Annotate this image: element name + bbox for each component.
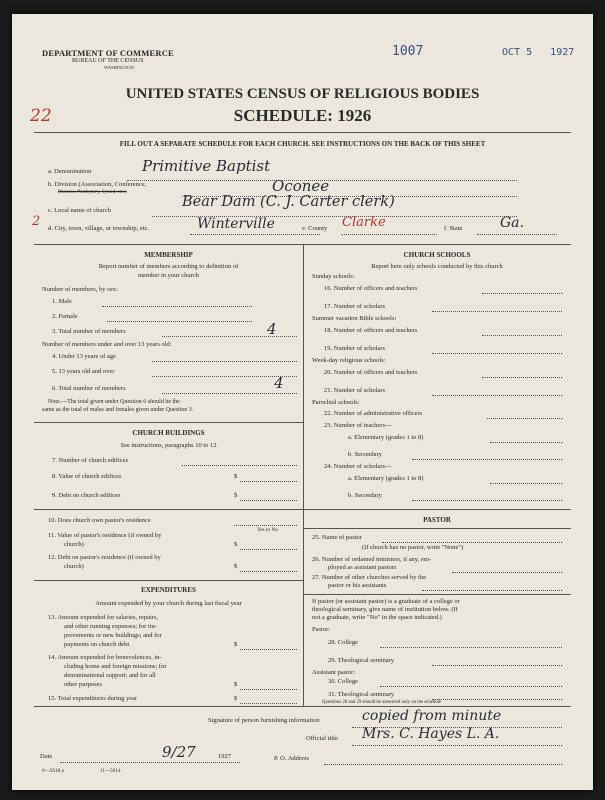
form-number: 6—5618 a [42, 768, 64, 774]
q22-label: 22. Number of administrative officers [324, 410, 423, 417]
membership-intro: Report number of members according to definition of [98, 263, 239, 270]
q27-label: 27. Number of other churches served by the [312, 574, 427, 581]
q26-label: 26. Number of ordained ministers, if any, em- [312, 556, 432, 563]
page-title: UNITED STATES CENSUS OF RELIGIOUS BODIES [125, 86, 480, 102]
q14-label3: denominational support; and for all [64, 672, 156, 679]
q23-label: 23. Number of teachers— [324, 422, 392, 429]
q10-label: 10. Does church own pastor's residence [48, 517, 151, 524]
q25-label: 25. Name of pastor [312, 534, 362, 541]
bureau-label: BUREAU OF THE CENSUS [72, 58, 144, 64]
q3-label: 3. Total number of members [52, 328, 126, 335]
q9-dollar: $ [234, 492, 238, 499]
weekday-label: Week-day religious schools: [312, 357, 386, 364]
margin-mark: 2 [32, 214, 41, 229]
q8-label: 8. Value of church edifices [52, 473, 122, 480]
denomination-value: Primitive Baptist [142, 157, 271, 175]
q3-value: 4 [267, 320, 277, 338]
pastor-heading: PASTOR [423, 516, 451, 524]
membership-heading: MEMBERSHIP [144, 251, 193, 259]
red-number: 22 [30, 106, 52, 126]
expenditures-heading: EXPENDITURES [141, 586, 196, 594]
schools-heading: CHURCH SCHOOLS [403, 251, 471, 259]
q16-label: 16. Number of officers and teachers [324, 285, 418, 292]
by-sex-label: Number of members, by sex: [42, 286, 118, 293]
page-subtitle: SCHEDULE: 1926 [233, 106, 372, 125]
q24-label: 24. Number of scholars— [324, 463, 392, 470]
q26-label2: ployed as assistant pastors [328, 564, 397, 571]
state-value: Ga. [500, 215, 524, 231]
church-name-label: c. Local name of church [48, 207, 111, 214]
q13-label2: and other running expenses; for im- [64, 623, 157, 630]
membership-note2: same as the total of males and females given under Question 3. [42, 407, 194, 413]
q8-dollar: $ [234, 473, 238, 480]
county-label: e. County [302, 225, 328, 232]
q24b-label: b. Secondary [348, 492, 382, 499]
q6-label: 6. Total number of members [52, 385, 126, 392]
q21-label: 21. Number of scholars [324, 387, 386, 394]
form-number-2: 11—5614 [100, 768, 121, 774]
q14-label4: other purposes [64, 681, 103, 688]
state-label: f. State [444, 225, 463, 232]
q14-label2: cluding home and foreign missions; for [64, 663, 167, 670]
grad-note: If pastor (or assistant pastor) is a graduate of a college or [312, 598, 460, 605]
city-label-field: d. City, town, village, or township, etc. [48, 225, 150, 232]
age-intro: Number of members under and over 13 years old: [42, 341, 172, 348]
division-sublabel: Diocese, Presbytery, Synod, etc.) [58, 189, 127, 195]
q17-label: 17. Number of scholars [324, 303, 386, 310]
q14-label: 14. Amount expended for benevolences, in- [48, 654, 162, 661]
official-title-label: Official title [306, 735, 338, 742]
q13-label3: provements or new buildings; and for [64, 632, 162, 639]
q13-dollar: $ [234, 641, 238, 648]
grad-note3: not a graduate, write "No" in the space indicated.) [312, 614, 442, 621]
official-title-value: Mrs. C. Hayes L. A. [362, 726, 500, 742]
q30-label: 30. College [328, 678, 358, 685]
q14-dollar: $ [234, 681, 238, 688]
q29-label: 29. Theological seminary [328, 657, 395, 664]
census-schedule-sheet [12, 14, 593, 790]
q5-label: 5. 13 years old and over [52, 368, 115, 375]
pastor-sub-label: Pastor: [312, 626, 331, 633]
asst-pastor-label: Assistant pastor: [312, 669, 356, 676]
church-name-value: Bear Dam (C. J. Carter clerk) [182, 194, 395, 210]
grad-note2: theological seminary, give name of institution below. (If [312, 606, 458, 613]
q25-sub: (If church has no pastor, write "None") [362, 544, 464, 551]
q28-label: 28. College [328, 639, 358, 646]
q19-label: 19. Number of scholars [324, 345, 386, 352]
stamp-number: 1007 [392, 44, 424, 59]
instruction-line: FILL OUT A SEPARATE SCHEDULE FOR EACH CHURCH. SEE INSTRUCTIONS ON THE BACK OF THIS SHEET [119, 140, 486, 148]
denomination-label: a. Denomination [48, 168, 92, 175]
signature-label: Signature of person furnishing information [208, 717, 320, 724]
q1-label: 1. Male [52, 298, 72, 305]
q12-dollar: $ [234, 563, 238, 570]
q15-label: 15. Total expenditures during year [48, 695, 138, 702]
q7-label: 7. Number of church edifices [52, 457, 128, 464]
buildings-heading: CHURCH BUILDINGS [132, 429, 205, 437]
q24a-label: a. Elementary (grades 1 to 8) [348, 475, 424, 482]
city-value: Winterville [197, 216, 275, 232]
q6-value: 4 [274, 374, 284, 392]
q23a-label: a. Elementary (grades 1 to 8) [348, 434, 424, 441]
membership-intro2: member in your church [138, 272, 199, 279]
date-label: Date [40, 753, 53, 760]
q11-dollar: $ [234, 541, 238, 548]
county-value: Clarke [342, 215, 386, 230]
q31-label: 31. Theological seminary [328, 691, 395, 698]
date-year: 1927 [218, 753, 231, 760]
vacation-label: Summer vacation Bible schools: [312, 315, 397, 322]
stamp-date: OCT 5 1927 [502, 47, 575, 58]
parochial-label: Parochial schools: [312, 399, 360, 406]
q12-label2: church) [64, 563, 84, 570]
q4-label: 4. Under 13 years of age [52, 353, 116, 360]
q15-dollar: $ [234, 695, 238, 702]
division-value: Oconee [272, 177, 330, 195]
sunday-label: Sunday schools: [312, 273, 355, 280]
buildings-sub: See instructions, paragraphs 10 to 12 [120, 442, 217, 449]
q2-label: 2. Female [52, 313, 78, 320]
yes-no-label: Yes or No [257, 527, 278, 533]
q9-label: 9. Debt on church edifices [52, 492, 121, 499]
date-value: 9/27 [162, 743, 196, 761]
schools-sub: Report here only schools conducted by this church [371, 263, 503, 270]
expenditures-sub: Amount expended by your church during last fiscal year [95, 600, 242, 607]
pastor-note: Questions 28 and 29 should be answered only on the schedule [322, 700, 442, 705]
department-label: DEPARTMENT OF COMMERCE [42, 48, 174, 58]
q27-label2: pastor or his assistants [328, 582, 387, 589]
division-label: b. Division (Association, Conference, [48, 181, 147, 188]
q18-label: 18. Number of officers and teachers [324, 327, 418, 334]
signature-value: copied from minute [362, 708, 502, 724]
city-label: WASHINGTON [104, 65, 134, 70]
q13-label: 13. Amount expended for salaries, repairs, [48, 614, 159, 621]
q11-label: 11. Value of pastor's residence (if owned by [48, 532, 162, 539]
po-address-label: P. O. Address [274, 755, 310, 762]
membership-note: Note.—The total given under Question 6 should be the [48, 399, 180, 405]
q20-label: 20. Number of officers and teachers [324, 369, 418, 376]
q13-label4: payments on church debt [64, 641, 130, 648]
q23b-label: b. Secondary [348, 451, 382, 458]
q11-label2: church) [64, 541, 84, 548]
q12-label: 12. Debt on pastor's residence (if owned by [48, 554, 161, 561]
